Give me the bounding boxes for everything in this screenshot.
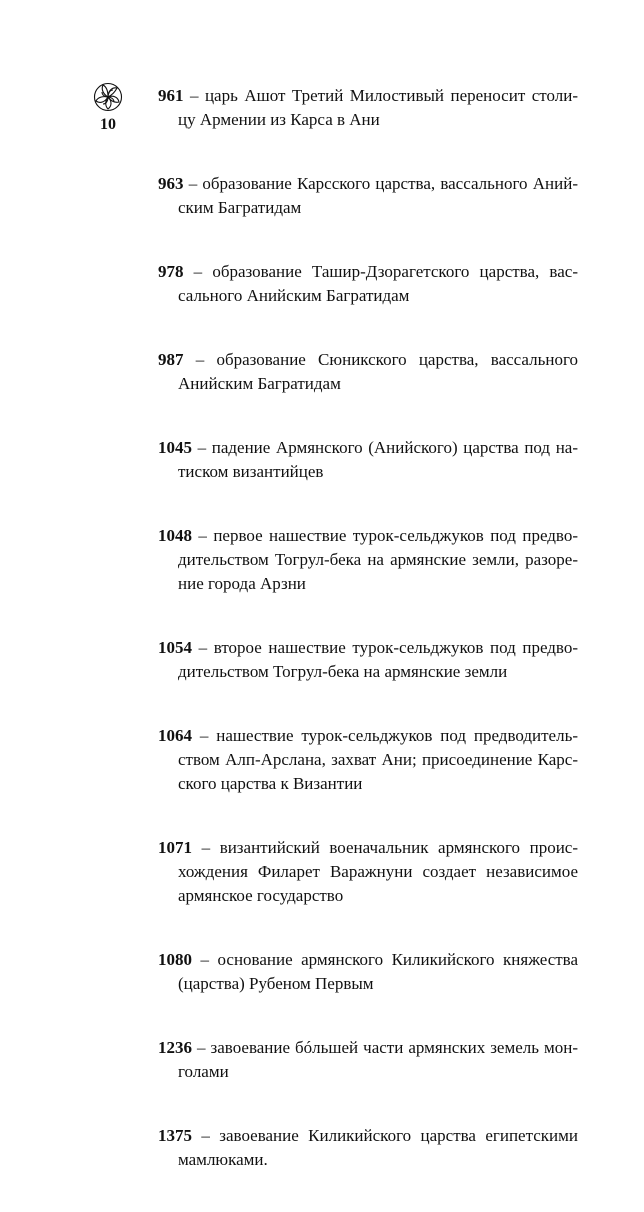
entry-line xyxy=(158,284,578,308)
entry-line xyxy=(158,772,578,796)
entry-line xyxy=(158,436,578,460)
chronology-entry xyxy=(158,524,578,596)
entry-text: – образование Сюникского царства, вассального xyxy=(195,350,578,369)
entry-line xyxy=(158,836,578,860)
chronology-entry xyxy=(158,348,578,396)
entry-line xyxy=(158,108,578,132)
entry-text: (царства) Рубеном Первым xyxy=(178,974,374,993)
entry-text: дительством Тогрул-бека на армянские земли xyxy=(178,662,508,681)
chronology-entry xyxy=(158,84,578,132)
entry-text: хождения Филарет Варажнуни создает независимое xyxy=(178,862,578,881)
entry-text: – завоевание Киликийского царства египетскими xyxy=(201,1126,578,1145)
entry-year: 1054 xyxy=(158,638,192,657)
chronology-list xyxy=(158,84,578,1212)
page-margin xyxy=(88,82,128,134)
entry-line xyxy=(158,636,578,660)
entry-year: 961 xyxy=(158,86,184,105)
entry-year: 1375 xyxy=(158,1126,192,1145)
entry-year: 963 xyxy=(158,174,184,193)
entry-text: – второе нашествие турок-сельджуков под предво- xyxy=(198,638,578,657)
entry-text: – падение Армянского (Анийского) царства под на- xyxy=(197,438,578,457)
entry-text: тиском византийцев xyxy=(178,462,324,481)
entry-text: ского царства к Византии xyxy=(178,774,363,793)
entry-text: – образование Ташир-Дзорагетского царства, вас- xyxy=(193,262,578,281)
entry-text: – завоевание бóльшей части армянских земель мон- xyxy=(197,1038,579,1057)
entry-text: ством Алп-Арслана, захват Ани; присоединение Карс- xyxy=(178,750,578,769)
entry-line xyxy=(158,260,578,284)
entry-line xyxy=(158,884,578,908)
entry-line xyxy=(158,660,578,684)
entry-line xyxy=(158,372,578,396)
entry-line xyxy=(158,524,578,548)
entry-line xyxy=(158,1148,578,1172)
chronology-entry xyxy=(158,1036,578,1084)
chronology-entry xyxy=(158,636,578,684)
entry-year: 1045 xyxy=(158,438,192,457)
entry-line xyxy=(158,1124,578,1148)
entry-text: ние города Арзни xyxy=(178,574,306,593)
entry-line xyxy=(158,460,578,484)
entry-line xyxy=(158,860,578,884)
entry-year: 1236 xyxy=(158,1038,192,1057)
chronology-entry xyxy=(158,724,578,796)
entry-line xyxy=(158,1036,578,1060)
entry-line xyxy=(158,196,578,220)
entry-text: – царь Ашот Третий Милостивый переносит столи- xyxy=(189,86,579,105)
entry-text: – образование Карсского царства, вассального Аний- xyxy=(188,174,578,193)
entry-year: 978 xyxy=(158,262,184,281)
entry-text: – первое нашествие турок-сельджуков под предво- xyxy=(198,526,579,545)
chronology-entry xyxy=(158,836,578,908)
eternity-sign-icon xyxy=(93,82,123,112)
entry-line xyxy=(158,948,578,972)
entry-text: дительством Тогрул-бека на армянские земли, разоре- xyxy=(178,550,578,569)
entry-line xyxy=(158,172,578,196)
entry-year: 1064 xyxy=(158,726,192,745)
entry-text: – византийский военачальник армянского проис- xyxy=(201,838,578,857)
entry-text: армянское государство xyxy=(178,886,344,905)
chronology-entry xyxy=(158,1124,578,1172)
entry-line xyxy=(158,548,578,572)
entry-line xyxy=(158,1060,578,1084)
entry-line xyxy=(158,748,578,772)
entry-text: – нашествие турок-сельджуков под предводитель- xyxy=(199,726,578,745)
entry-year: 1048 xyxy=(158,526,192,545)
entry-text: голами xyxy=(178,1062,229,1081)
entry-year: 1071 xyxy=(158,838,192,857)
entry-line xyxy=(158,348,578,372)
entry-text: мамлюками. xyxy=(178,1150,268,1169)
entry-text: Анийским Багратидам xyxy=(178,374,341,393)
chronology-entry xyxy=(158,948,578,996)
entry-text: сального Анийским Багратидам xyxy=(178,286,410,305)
entry-text: цу Армении из Карса в Ани xyxy=(178,110,380,129)
entry-text: ским Багратидам xyxy=(178,198,302,217)
entry-line xyxy=(158,572,578,596)
chronology-entry xyxy=(158,260,578,308)
entry-line xyxy=(158,972,578,996)
entry-text: – основание армянского Киликийского княжества xyxy=(200,950,579,969)
entry-line xyxy=(158,84,578,108)
entry-year: 987 xyxy=(158,350,184,369)
entry-year: 1080 xyxy=(158,950,192,969)
entry-line xyxy=(158,724,578,748)
page-number: 10 xyxy=(100,116,116,133)
chronology-entry xyxy=(158,436,578,484)
chronology-entry xyxy=(158,172,578,220)
